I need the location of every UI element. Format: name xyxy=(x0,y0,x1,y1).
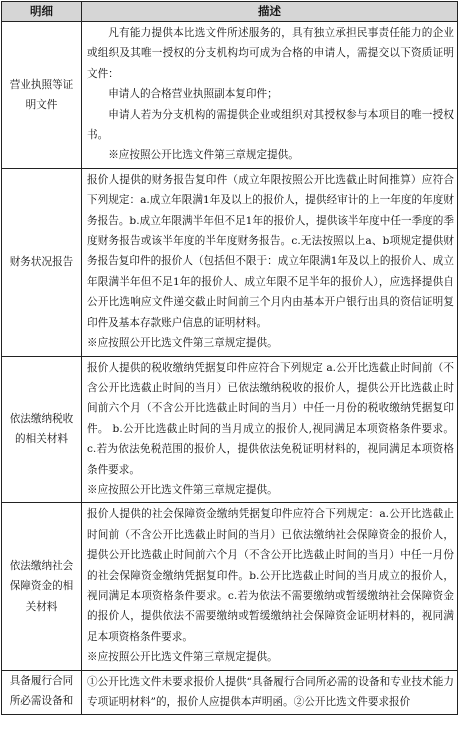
description-note: ※应按照公开比选文件第三章规定提供。 xyxy=(108,149,299,162)
description-note: ※应按照公开比选文件第三章规定提供。 xyxy=(87,337,278,350)
row-description xyxy=(82,670,458,715)
description-paragraph: 申请人的合格营业执照副本复印件； xyxy=(108,88,278,101)
table-row xyxy=(2,503,458,670)
requirements-table xyxy=(1,1,458,715)
description-note: ※应按照公开比选文件第三章规定提供。 xyxy=(87,483,278,496)
description-paragraph: 凡有能力提供本比选文件所述服务的，具有独立承担民事责任能力的企业或组织及其唯一授权的分支机构均可成为合格的申请人，需提交以下资质证明文件： xyxy=(87,27,454,80)
row-item-name: 营业执照等证明文件 xyxy=(2,22,82,169)
table-row xyxy=(2,22,458,169)
row-description xyxy=(82,356,458,503)
row-item-name: 依法缴纳税收的相关材料 xyxy=(2,356,82,503)
row-item-name: 依法缴纳社会保障资金的相关材料 xyxy=(2,503,82,670)
header-item: 明细 xyxy=(2,2,82,22)
description-paragraph: 申请人若为分支机构的需提供企业或组织对其授权参与本项目的唯一授权书。 xyxy=(87,108,454,142)
table-row xyxy=(2,356,458,503)
row-item-name: 财务状况报告 xyxy=(2,168,82,356)
header-description: 描述 xyxy=(82,2,458,22)
description-paragraph: 报价人提供的税收缴纳凭据复印件应符合下列规定 a.公开比选截止时间前（不含公开比选截止时间的当月）已依法缴纳税收的报价人，提供公开比选截止时间前六个月（不含公开比选截止时间的当月）中任一月份的税收缴纳凭据复印件。 b.公开比选截止时间的当月成立的报价人,视同满足本项资格条件要求。 c.若为依法免税范围的报价人，提供依法免税证明材料的，视同满足本项资格条件要求。 xyxy=(87,361,454,476)
description-paragraph: ①公开比选文件未要求报价人提供“具备履行合同所必需的设备和专业技术能力专项证明材料”的，报价人应提供本声明函。②公开比选文件要求报价 xyxy=(87,675,454,708)
description-note: ※应按照公开比选文件第三章规定提供。 xyxy=(87,651,278,664)
row-description xyxy=(82,503,458,670)
row-description xyxy=(82,168,458,356)
description-paragraph: 报价人提供的财务报告复印件（成立年限按照公开比选截止时间推算）应符合下列规定：a.成立年限满1年及以上的报价人，提供经审计的上一年度的年度财务报告。b.成立年限满半年但不足1年的报价人，提供该半年度中任一季度的季度财务报告或该半年度的半年度财务报告。c.无法按照以上a、b项规定提供财务报告复印件的报价人（包括但不限于：成立年限满1年及以上的报价人、成立年限满半年但不足1年的报价人、成立年限不足半年的报价人），应选择提供自公开比选响应文件递交截止时间前三个月内由基本开户银行出具的资信证明复印件及基本存款账户信息的证明材料。 xyxy=(87,173,454,329)
table-row xyxy=(2,168,458,356)
row-description xyxy=(82,22,458,169)
header-row xyxy=(2,2,458,22)
table-row xyxy=(2,670,458,715)
description-paragraph: 报价人提供的社会保障资金缴纳凭据复印件应符合下列规定：a.公开比选截止时间前（不含公开比选截止时间的当月）已依法缴纳社会保障资金的报价人，提供公开比选截止时间前六个月（不含公开比选截止时间的当月）中任一月份的社会保障资金缴纳凭据复印件。b.公开比选截止时间的当月成立的报价人，视同满足本项资格条件要求。c.若为依法不需要缴纳或暂缓缴纳社会保障资金的报价人，提供依法不需要缴纳或暂缓缴纳社会保障资金证明材料的，视同满足本项资格条件要求。 xyxy=(87,508,454,643)
row-item-name: 具备履行合同所必需设备和 xyxy=(2,670,82,715)
